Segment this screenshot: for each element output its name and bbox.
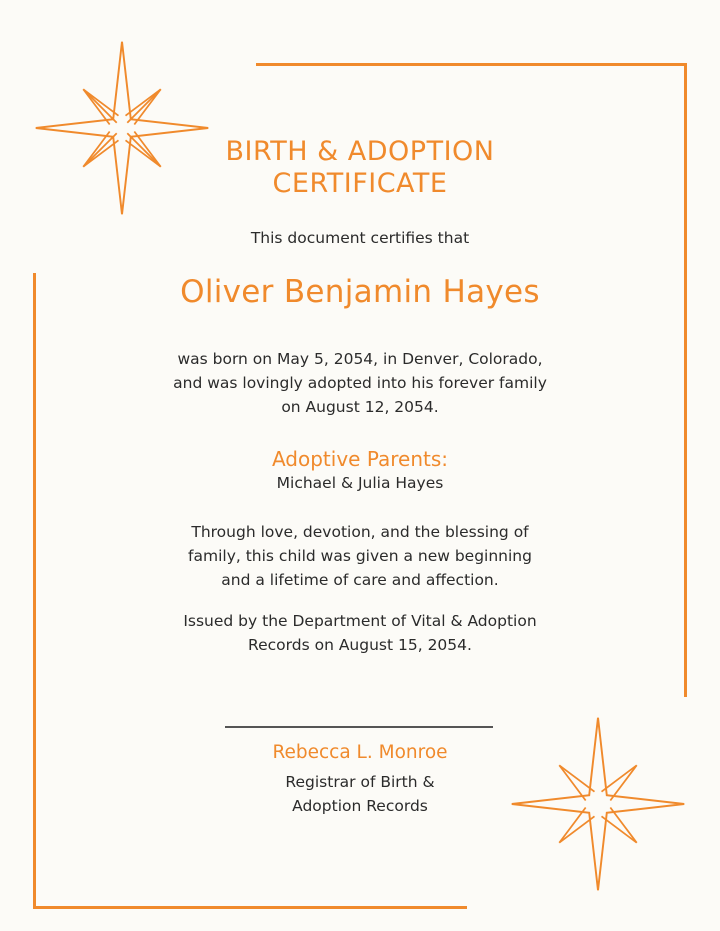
child-name: Oliver Benjamin Hayes [180, 274, 540, 310]
birth-statement [0, 347, 720, 419]
signatory-name: Rebecca L. Monroe [272, 742, 448, 763]
signature-line [225, 726, 493, 728]
parents-names: Michael & Julia Hayes [276, 474, 444, 492]
birth-statement-line-2: and was lovingly adopted into his forever family [173, 374, 547, 392]
signatory-role-line-1: Registrar of Birth & [285, 773, 435, 791]
issued-line-2: Records on August 15, 2054. [248, 636, 472, 654]
issued-line-1: Issued by the Department of Vital & Adoption [183, 612, 537, 630]
blessing-line-2: family, this child was given a new beginning [188, 547, 532, 565]
certifies-text: This document certifies that [250, 229, 470, 247]
signatory-role-line-2: Adoption Records [292, 797, 428, 815]
frame-top-line [256, 63, 687, 66]
title-line-1: BIRTH & ADOPTION [225, 136, 495, 167]
birth-statement-line-1: was born on May 5, 2054, in Denver, Colorado, [177, 350, 543, 368]
frame-bottom-line [33, 906, 467, 909]
signatory-role [0, 770, 720, 818]
issued-statement [0, 609, 720, 657]
birth-statement-line-3: on August 12, 2054. [281, 398, 439, 416]
blessing-paragraph [0, 520, 720, 592]
certificate-title [0, 136, 720, 200]
title-line-2: CERTIFICATE [272, 168, 448, 199]
parents-heading: Adoptive Parents: [271, 447, 449, 471]
blessing-line-3: and a lifetime of care and affection. [221, 571, 499, 589]
blessing-line-1: Through love, devotion, and the blessing of [191, 523, 529, 541]
